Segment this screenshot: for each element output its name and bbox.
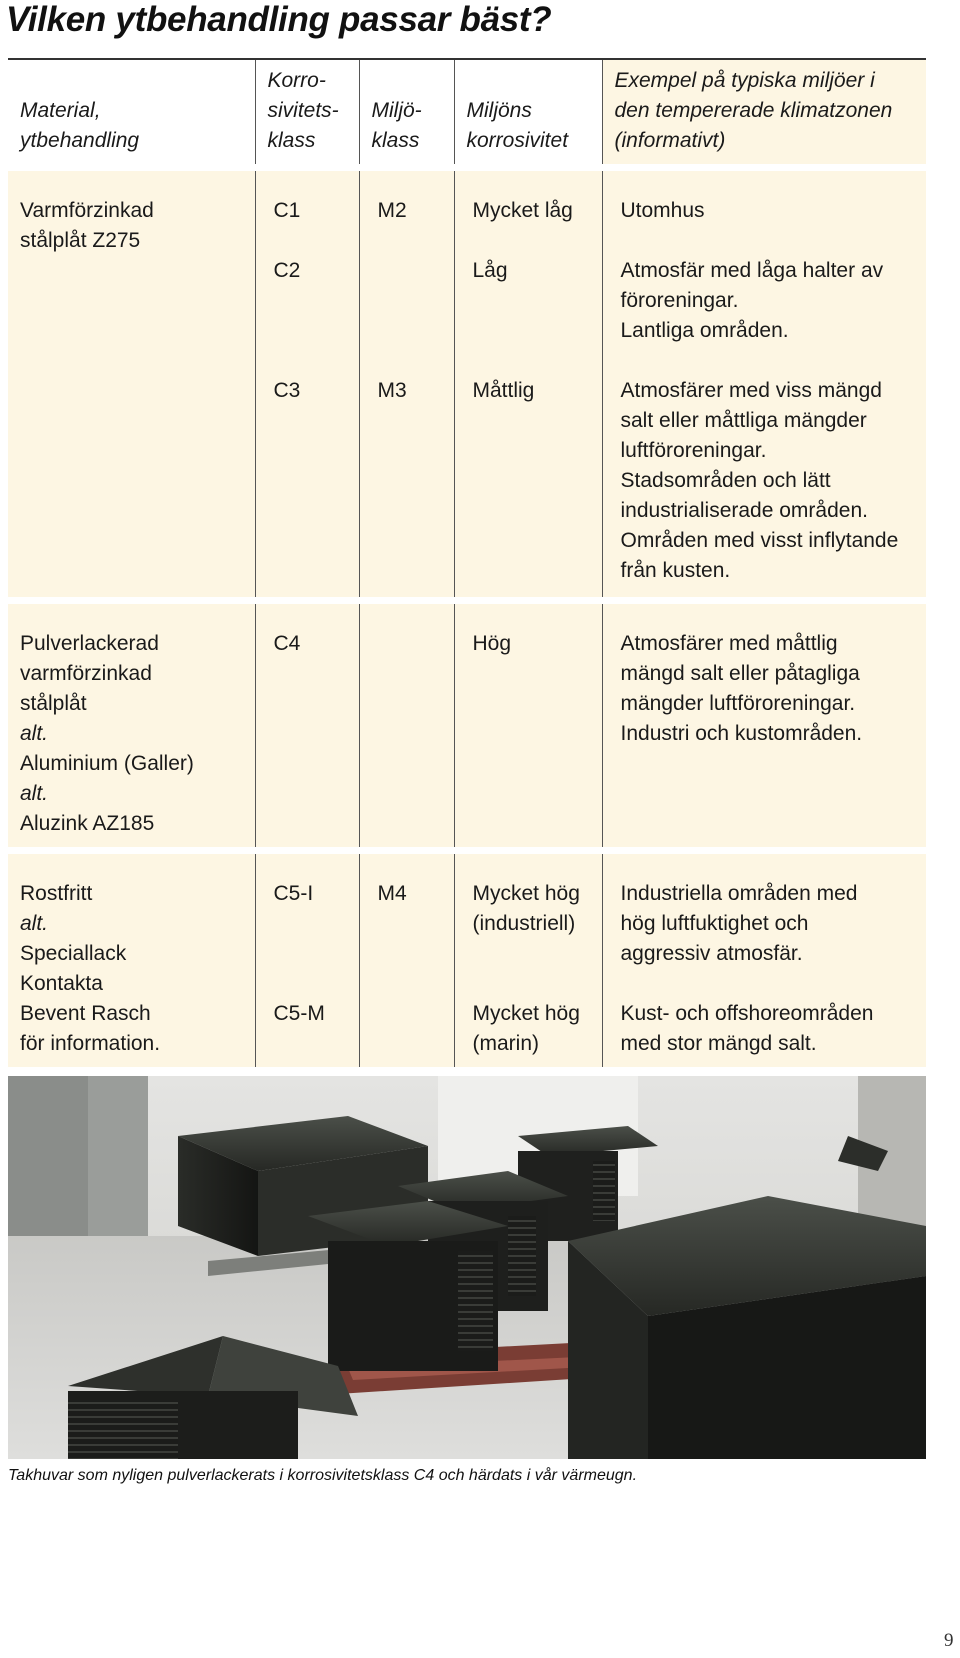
cell-line: Aluminium (Galler) xyxy=(20,752,194,775)
cell-line: Varmförzinkad xyxy=(20,199,154,222)
cell-corrosivity-class xyxy=(255,851,359,1068)
cell-environment-class xyxy=(359,601,454,851)
cell-line: stålplåt xyxy=(20,692,87,715)
cell-line: Industri och kustområden. xyxy=(620,722,863,745)
header-environment-class xyxy=(359,59,454,168)
cell-line: stålplåt Z275 xyxy=(20,229,141,252)
cell-line: för information. xyxy=(20,1032,161,1055)
header-environment-corrosivity xyxy=(454,59,602,168)
cell-line xyxy=(378,346,444,376)
cell-line xyxy=(378,226,444,256)
cell-line xyxy=(274,286,349,316)
table-body xyxy=(8,168,926,1068)
table-header-row xyxy=(8,59,926,168)
cell-line: C5-M xyxy=(273,1002,325,1025)
corrosion-table xyxy=(8,58,926,1067)
cell-examples xyxy=(602,168,926,601)
cell-line: föroreningar. xyxy=(620,289,739,312)
cell-line: alt. xyxy=(20,722,49,745)
cell-line: Hög xyxy=(472,632,512,655)
cell-environment-corrosivity xyxy=(454,168,602,601)
cell-line: Atmosfärer med måttlig xyxy=(620,632,838,655)
header-line: Miljöns xyxy=(466,99,532,122)
cell-line xyxy=(378,316,444,346)
cell-line: Speciallack xyxy=(20,942,127,965)
cell-line xyxy=(473,346,592,376)
header-line: ytbehandling xyxy=(20,129,140,152)
cell-line xyxy=(274,316,349,346)
cell-environment-corrosivity xyxy=(454,601,602,851)
cell-line xyxy=(473,286,592,316)
cell-line: C5-I xyxy=(273,882,314,905)
cell-line: Rostfritt xyxy=(20,882,93,905)
cell-line xyxy=(274,969,349,999)
cell-line: Måttlig xyxy=(472,379,535,402)
cell-line xyxy=(274,226,349,256)
cell-line: M3 xyxy=(377,379,407,402)
cell-line xyxy=(621,346,917,376)
page-title: Vilken ytbehandling passar bäst? xyxy=(6,0,552,39)
cell-line: Mycket låg xyxy=(472,199,573,222)
cell-line: Atmosfär med låga halter av xyxy=(620,259,884,282)
header-corrosivity-class xyxy=(255,59,359,168)
cell-line: Lantliga områden. xyxy=(620,319,789,342)
cell-line: Låg xyxy=(472,259,508,282)
header-line: Exempel på typiska miljöer i xyxy=(614,69,875,92)
cell-line: med stor mängd salt. xyxy=(620,1032,817,1055)
header-line: korrosivitet xyxy=(466,129,569,152)
cell-line xyxy=(378,286,444,316)
cell-line xyxy=(274,909,349,939)
page-number: 9 xyxy=(944,1630,954,1651)
cell-line: mängder luftföroreningar. xyxy=(620,692,856,715)
cell-line: Stadsområden och lätt xyxy=(620,469,831,492)
table-row xyxy=(8,851,926,1068)
cell-line xyxy=(473,969,592,999)
cell-line: hög luftfuktighet och xyxy=(620,912,809,935)
photo-caption: Takhuvar som nyligen pulverlackerats i korrosivitetsklass C4 och härdats i vår värmeugn. xyxy=(8,1467,638,1484)
header-line: sivitets- xyxy=(267,99,339,122)
cell-examples xyxy=(602,851,926,1068)
cell-material xyxy=(8,851,255,1068)
cell-line: Pulverlackerad xyxy=(20,632,159,655)
header-line: Miljö- xyxy=(371,99,422,122)
cell-line: Atmosfärer med viss mängd xyxy=(620,379,882,402)
cell-line: aggressiv atmosfär. xyxy=(620,942,803,965)
cell-line xyxy=(378,256,444,286)
cell-material xyxy=(8,168,255,601)
cell-line: Mycket hög xyxy=(472,882,580,905)
cell-line: Kust- och offshoreområden xyxy=(620,1002,874,1025)
cell-examples xyxy=(602,601,926,851)
cell-line: industrialiserade områden. xyxy=(620,499,868,522)
cell-line: från kusten. xyxy=(620,559,731,582)
cell-line xyxy=(274,939,349,969)
cell-line: M2 xyxy=(377,199,407,222)
cell-line: C2 xyxy=(273,259,301,282)
cell-line xyxy=(473,226,592,256)
cell-line: Industriella områden med xyxy=(620,882,858,905)
cell-line xyxy=(621,226,917,256)
cell-line: C1 xyxy=(273,199,301,222)
header-line: Korro- xyxy=(267,69,326,92)
cell-line: C4 xyxy=(273,632,301,655)
cell-line xyxy=(274,346,349,376)
cell-line: Utomhus xyxy=(620,199,705,222)
header-material xyxy=(8,59,255,168)
cell-line: salt eller måttliga mängder xyxy=(620,409,867,432)
cell-corrosivity-class xyxy=(255,601,359,851)
header-line: klass xyxy=(267,129,316,152)
hood-center xyxy=(308,1201,508,1371)
header-line: den tempererade klimatzonen xyxy=(614,99,893,122)
cell-line: M4 xyxy=(377,882,407,905)
cell-line: (industriell) xyxy=(472,912,576,935)
cell-line xyxy=(621,969,917,999)
cell-line xyxy=(473,939,592,969)
cell-line: Mycket hög xyxy=(472,1002,580,1025)
cell-line xyxy=(378,629,444,659)
header-line: (informativt) xyxy=(614,129,726,152)
cell-line: (marin) xyxy=(472,1032,539,1055)
cell-line: Aluzink AZ185 xyxy=(20,812,155,835)
cell-line: varmförzinkad xyxy=(20,662,152,685)
table-row xyxy=(8,168,926,601)
header-line: klass xyxy=(371,129,420,152)
table-row xyxy=(8,601,926,851)
cell-line: alt. xyxy=(20,782,49,805)
cell-line: alt. xyxy=(20,912,49,935)
cell-line xyxy=(473,316,592,346)
header-line: Material, xyxy=(20,99,101,122)
cell-line: mängd salt eller påtagliga xyxy=(620,662,860,685)
cell-corrosivity-class xyxy=(255,168,359,601)
cell-environment-class xyxy=(359,168,454,601)
cell-environment-class xyxy=(359,851,454,1068)
cell-line: Bevent Rasch xyxy=(20,1002,151,1025)
header-examples xyxy=(602,59,926,168)
cell-line: C3 xyxy=(273,379,301,402)
cell-environment-corrosivity xyxy=(454,851,602,1068)
cell-line: Områden med visst inflytande xyxy=(620,529,899,552)
roof-hoods-photo xyxy=(8,1076,926,1459)
cell-line: Kontakta xyxy=(20,972,103,995)
cell-material xyxy=(8,601,255,851)
cell-line: luftföroreningar. xyxy=(620,439,767,462)
